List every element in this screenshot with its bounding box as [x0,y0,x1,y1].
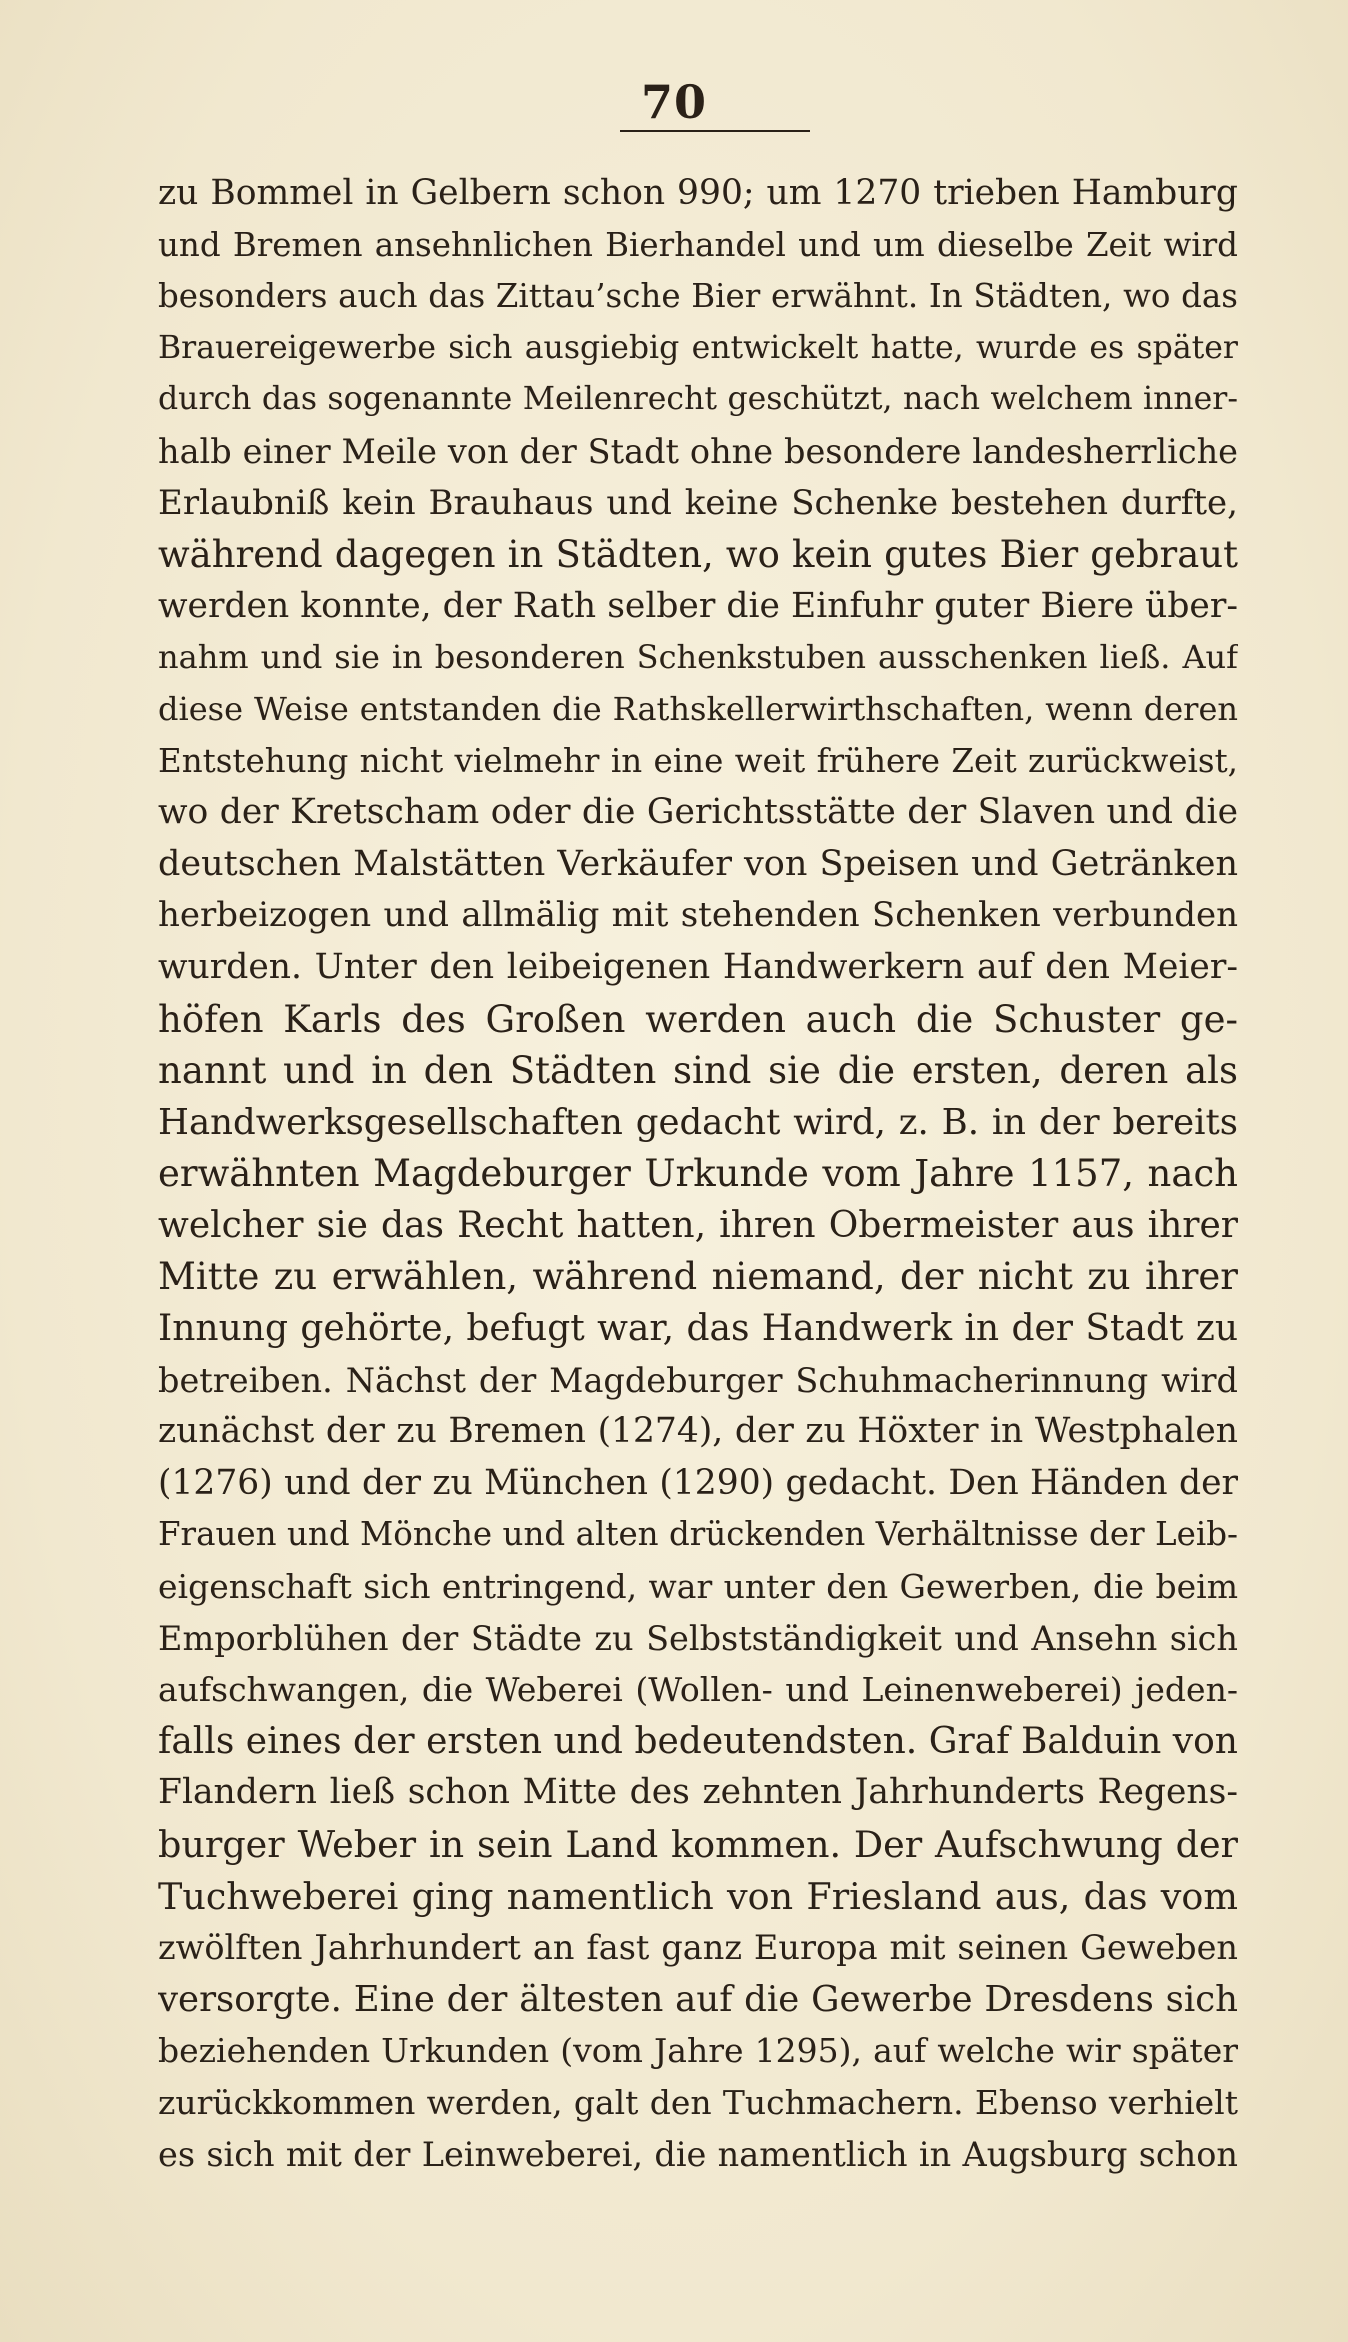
text-line: zurückkommen werden, galt den Tuchmachern. Ebenso verhielt [158,2082,1238,2122]
text-line: Erlaubniß kein Brauhaus und keine Schenke bestehen durfte, [158,482,1238,523]
text-line: Innung gehörte, befugt war, das Handwerk in der Stadt zu [158,1308,1238,1350]
text-line: Entstehung nicht vielmehr in eine weit frühere Zeit zurückweist, [158,741,1238,780]
text-line: betreiben. Nächst der Magdeburger Schuhmacherinnung wird [158,1360,1238,1400]
header-rule [620,130,810,132]
text-line: deutschen Malstätten Verkäufer von Speisen und Getränken [158,843,1238,884]
text-line: Handwerksgesellschaften gedacht wird, z. B. in der bereits [158,1101,1238,1143]
text-line: zwölften Jahrhundert an fast ganz Europa mit seinen Geweben [158,1928,1238,1968]
text-line: (1276) und der zu München (1290) gedacht. Den Händen der [158,1462,1238,1503]
text-line: diese Weise entstanden die Rathskellerwirthschaften, wenn deren [158,689,1238,728]
text-line: erwähnten Magdeburger Urkunde vom Jahre 1157, nach [158,1152,1238,1196]
text-line: wurden. Unter den leibeigenen Handwerkern auf den Meier- [158,946,1238,987]
text-line: welcher sie das Recht hatten, ihren Obermeister aus ihrer [158,1204,1238,1246]
text-line: Emporblühen der Städte zu Selbstständigkeit und Ansehn sich [158,1618,1238,1658]
text-line: Brauereigewerbe sich ausgiebig entwickelt hatte, wurde es später [158,329,1238,366]
text-line: während dagegen in Städten, wo kein gutes Bier gebraut [158,533,1238,577]
text-line: falls eines der ersten und bedeutendsten. Graf Balduin von [158,1720,1238,1762]
text-line: wo der Kretscham oder die Gerichtsstätte der Slaven und die [158,792,1238,833]
text-line: Frauen und Mönche und alten drückenden Verhältnisse der Leib- [158,1515,1238,1554]
text-line: Tuchweberei ging namentlich von Friesland aus, das vom [158,1874,1238,1918]
text-line: es sich mit der Leinweberei, die namentlich in Augsburg schon [158,2134,1238,2174]
text-line: herbeizogen und allmälig mit stehenden Schenken verbunden [158,895,1238,936]
text-line: zunächst der zu Bremen (1274), der zu Höxter in Westphalen [158,1411,1238,1452]
text-line: durch das sogenannte Meilenrecht geschützt, nach welchem inner- [158,381,1238,418]
text-line: zu Bommel in Gelbern schon 990; um 1270 trieben Hamburg [158,173,1238,213]
text-line: burger Weber in sein Land kommen. Der Aufschwung der [158,1823,1238,1866]
text-line: Mitte zu erwählen, während niemand, der nicht zu ihrer [158,1255,1238,1299]
text-line: werden konnte, der Rath selber die Einfuhr guter Biere über- [158,585,1238,626]
text-line: besonders auch das Zittau’sche Bier erwähnt. In Städten, wo das [158,277,1238,316]
text-line: beziehenden Urkunden (vom Jahre 1295), auf welche wir später [158,2031,1238,2071]
text-line: aufschwangen, die Weberei (Wollen- und Leinenweberei) jeden- [158,1670,1238,1710]
text-line: eigenschaft sich entringend, war unter den Gewerben, die beim [158,1567,1238,1607]
text-line: nannt und in den Städten sind sie die ersten, deren als [158,1049,1238,1093]
text-line: halb einer Meile von der Stadt ohne besondere landesherrliche [158,431,1238,471]
text-line: nahm und sie in besonderen Schenkstuben ausschenken ließ. Auf [158,638,1238,677]
page-number: 70 [640,75,707,129]
text-line: versorgte. Eine der ältesten auf die Gewerbe Dresdens sich [158,1978,1238,2020]
body-text [158,168,1238,2180]
text-line: höfen Karls des Großen werden auch die Schuster ge- [158,997,1238,1041]
text-line: und Bremen ansehnlichen Bierhandel und um dieselbe Zeit wird [158,225,1238,264]
text-line: Flandern ließ schon Mitte des zehnten Jahrhunderts Regens- [158,1772,1238,1813]
